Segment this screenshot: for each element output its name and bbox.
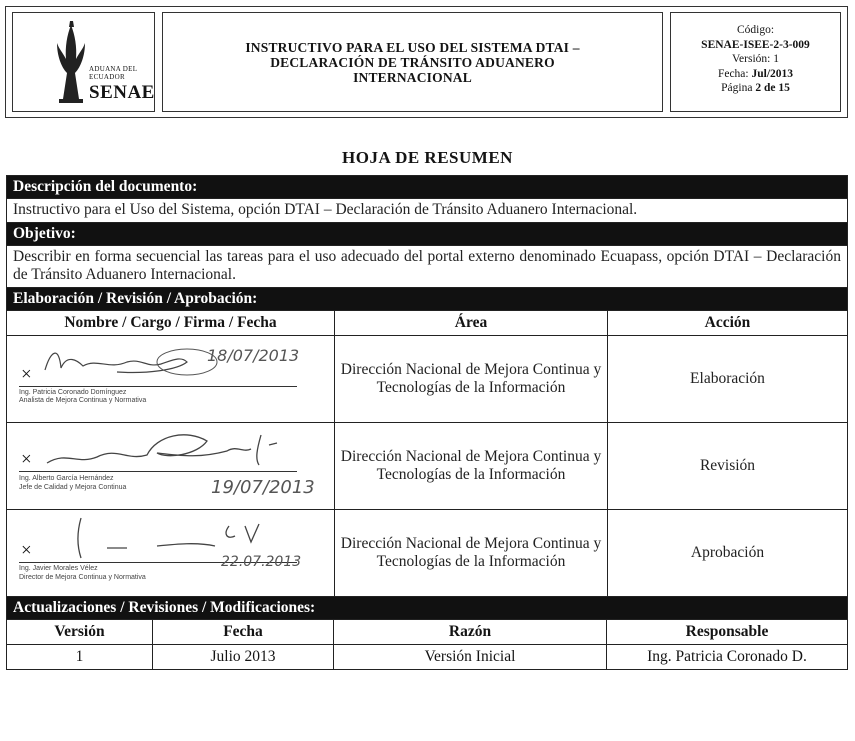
signer-role: Jefe de Calidad y Mejora Continua bbox=[19, 484, 127, 491]
signature-x: × bbox=[21, 449, 32, 470]
col-area: Área bbox=[335, 311, 608, 336]
accion-cell: Aprobación bbox=[608, 510, 848, 597]
signer-name: Ing. Alberto García Hernández bbox=[19, 475, 114, 482]
col-nombre: Nombre / Cargo / Firma / Fecha bbox=[7, 311, 335, 336]
accion-cell: Revisión bbox=[608, 423, 848, 510]
descripcion-header: Descripción del documento: bbox=[7, 176, 847, 199]
document-title: INSTRUCTIVO PARA EL USO DEL SISTEMA DTAI – DECLARACIÓN DE TRÁNSITO ADUANERO INTERNACIONAL bbox=[245, 39, 580, 85]
signer-name: Ing. Patricia Coronado Domínguez bbox=[19, 389, 127, 396]
signature-x: × bbox=[21, 364, 32, 385]
actualizaciones-header: Actualizaciones / Revisiones / Modificaciones: bbox=[7, 597, 847, 619]
signature-x: × bbox=[21, 540, 32, 561]
col-responsable: Responsable bbox=[607, 620, 848, 645]
document-code-box bbox=[670, 12, 841, 112]
signature-date: 19/07/2013 bbox=[211, 477, 315, 498]
codigo-label: Código: bbox=[736, 24, 775, 36]
signer-role: Director de Mejora Continua y Normativa bbox=[19, 574, 146, 581]
approvals-header-row bbox=[7, 311, 847, 336]
objetivo-header: Objetivo: bbox=[7, 223, 847, 246]
table-row bbox=[7, 510, 847, 597]
signature-cell bbox=[7, 510, 335, 597]
col-accion: Acción bbox=[608, 311, 848, 336]
razon-cell: Versión Inicial bbox=[334, 645, 607, 670]
document-title-box bbox=[162, 12, 663, 112]
approvals-table bbox=[7, 310, 847, 597]
updates-table bbox=[7, 619, 847, 669]
document-header bbox=[5, 6, 848, 118]
elaboracion-header: Elaboración / Revisión / Aprobación: bbox=[7, 288, 847, 310]
responsable-cell: Ing. Patricia Coronado D. bbox=[607, 645, 848, 670]
signature-scribble-icon bbox=[37, 425, 317, 475]
pagina-text: Página 2 de 15 bbox=[721, 82, 790, 94]
table-row bbox=[7, 336, 847, 423]
summary-title: HOJA DE RESUMEN bbox=[342, 148, 513, 167]
logo-text-ecuador: ECUADOR bbox=[89, 73, 125, 81]
codigo-value: SENAE-ISEE-2-3-009 bbox=[701, 38, 810, 51]
updates-header-row bbox=[7, 620, 847, 645]
fecha-cell: Julio 2013 bbox=[153, 645, 334, 670]
table-row bbox=[7, 423, 847, 510]
fecha-text: Fecha: Jul/2013 bbox=[717, 67, 794, 80]
area-cell: Dirección Nacional de Mejora Continua y Tecnologías de la Información bbox=[335, 510, 608, 597]
version-cell: 1 bbox=[7, 645, 153, 670]
signature-date: 22.07.2013 bbox=[221, 554, 302, 570]
logo-text-senae: SENAE bbox=[89, 82, 155, 103]
signature-line bbox=[19, 471, 297, 472]
signer-name: Ing. Javier Morales Vélez bbox=[19, 565, 98, 572]
signer-role: Analista de Mejora Continua y Normativa bbox=[19, 397, 147, 404]
signature-date: 18/07/2013 bbox=[207, 346, 300, 365]
col-version: Versión bbox=[7, 620, 153, 645]
area-cell: Dirección Nacional de Mejora Continua y Tecnologías de la Información bbox=[335, 336, 608, 423]
signature-line bbox=[19, 386, 297, 387]
col-fecha: Fecha bbox=[153, 620, 334, 645]
col-razon: Razón bbox=[334, 620, 607, 645]
signature-cell bbox=[7, 423, 335, 510]
summary-grid bbox=[6, 175, 848, 670]
area-cell: Dirección Nacional de Mejora Continua y Tecnologías de la Información bbox=[335, 423, 608, 510]
objetivo-text: Describir en forma secuencial las tareas para el uso adecuado del portal externo denominado Ecuapass, opción DTAI – Declaración de Tránsito Aduanero Internacional. bbox=[7, 246, 847, 288]
accion-cell: Elaboración bbox=[608, 336, 848, 423]
logo-text-aduana: ADUANA DEL bbox=[89, 65, 138, 73]
descripcion-text: Instructivo para el Uso del Sistema, opción DTAI – Declaración de Tránsito Aduanero Internacional. bbox=[7, 199, 847, 223]
version-text: Versión: 1 bbox=[732, 53, 779, 65]
signature-cell bbox=[7, 336, 335, 423]
table-row bbox=[7, 645, 847, 670]
logo-box bbox=[12, 12, 155, 112]
